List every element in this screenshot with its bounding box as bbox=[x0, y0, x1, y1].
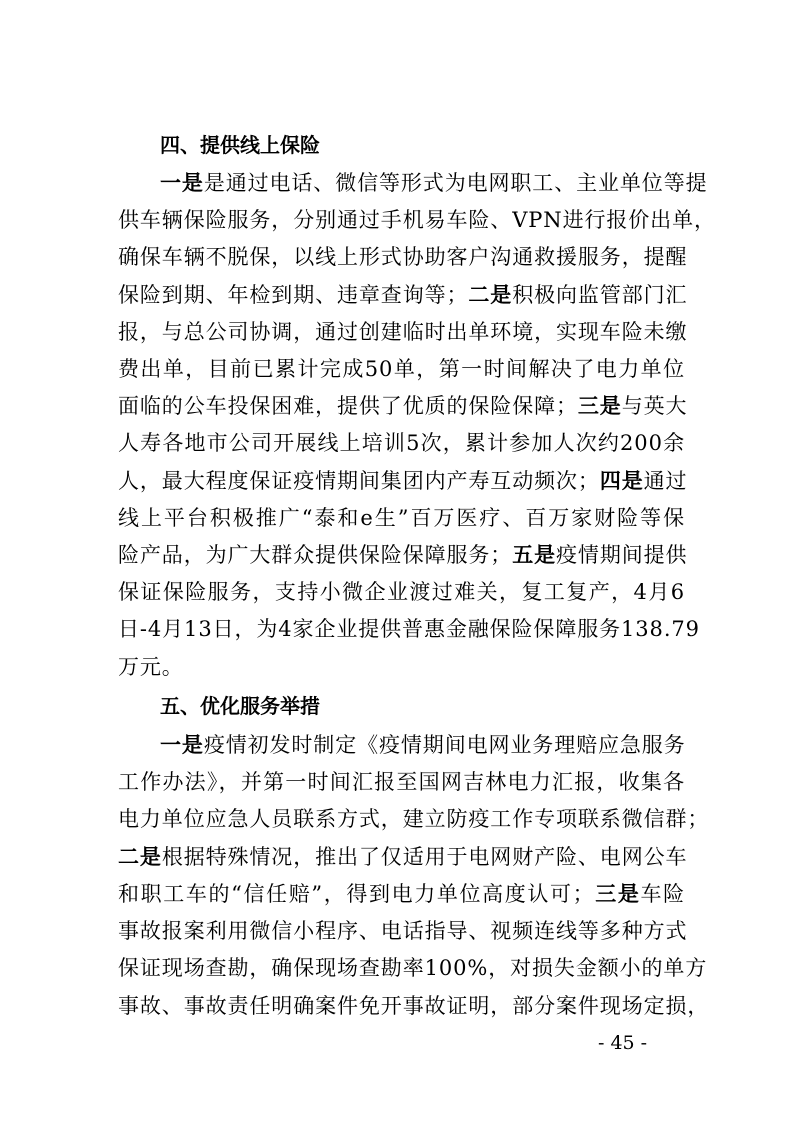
line-text: 保险到期、年检到期、违章查询等； bbox=[118, 283, 469, 307]
line-text: 车险 bbox=[640, 882, 685, 906]
paragraph-line: 线上平台积极推广“泰和e生”百万医疗、百万家财险等保 bbox=[118, 506, 685, 530]
paragraph-line bbox=[118, 879, 685, 909]
keyword-fifth: 五是 bbox=[512, 543, 557, 567]
paragraph-line bbox=[118, 280, 688, 310]
keyword-second: 二是 bbox=[468, 283, 513, 307]
paragraph-line: 确保车辆不脱保，以线上形式协助客户沟通救援服务，提醒 bbox=[118, 245, 688, 269]
keyword-second: 二是 bbox=[118, 845, 162, 869]
paragraph-line: 报，与总公司协调，通过创建临时出单环境，实现车险未缴 bbox=[118, 320, 688, 344]
paragraph-line bbox=[160, 168, 708, 198]
line-text: 根据特殊情况，推出了仅适用于电网财产险、电网公车 bbox=[161, 845, 688, 869]
keyword-first: 一是 bbox=[160, 733, 204, 757]
paragraph-line: 日-4月13日，为4家企业提供普惠金融保险保障服务138.79 bbox=[118, 617, 700, 641]
paragraph-line: 费出单，目前已累计完成50单，第一时间解决了电力单位 bbox=[118, 357, 685, 381]
line-text: 疫情期间提供 bbox=[556, 543, 688, 567]
paragraph-line bbox=[118, 540, 688, 570]
line-text: 和职工车的“信任赔”，得到电力单位高度认可； bbox=[118, 882, 595, 906]
paragraph-line: 供车辆保险服务，分别通过手机易车险、VPN进行报价出单， bbox=[118, 208, 716, 232]
paragraph-line: 保证现场查勘，确保现场查勘率100%，对损失金额小的单方 bbox=[118, 956, 708, 980]
paragraph-line bbox=[118, 391, 688, 421]
keyword-third: 三是 bbox=[594, 882, 641, 906]
paragraph-line: 电力单位应急人员联系方式，建立防疫工作专项联系微信群； bbox=[118, 807, 710, 831]
keyword-third: 三是 bbox=[577, 394, 622, 418]
paragraph-line: 事故、事故责任明确案件免开事故证明，部分案件现场定损， bbox=[118, 994, 710, 1018]
paragraph-line: 工作办法》，并第一时间汇报至国网吉林电力汇报，收集各 bbox=[118, 770, 685, 794]
line-text: 面临的公车投保困难，提供了优质的保险保障； bbox=[118, 394, 578, 418]
line-text: 通过 bbox=[643, 469, 688, 493]
paragraph-line bbox=[160, 730, 685, 760]
page-number: - 45 - bbox=[598, 1032, 648, 1054]
line-text: 人，最大程度保证疫情期间集团内产寿互动频次； bbox=[118, 469, 600, 493]
line-text: 险产品，为广大群众提供保险保障服务； bbox=[118, 543, 513, 567]
section-heading-5: 五、优化服务举措 bbox=[160, 694, 320, 718]
paragraph-line: 万元。 bbox=[118, 655, 184, 679]
section-heading-4: 四、提供线上保险 bbox=[160, 133, 320, 157]
keyword-fourth: 四是 bbox=[599, 469, 644, 493]
paragraph-line: 保证保险服务，支持小微企业渡过难关，复工复产，4月6 bbox=[118, 580, 685, 604]
line-text: 与英大 bbox=[621, 394, 688, 418]
paragraph-line: 事故报案利用微信小程序、电话指导、视频连线等多种方式 bbox=[118, 919, 688, 943]
line-text: 疫情初发时制定《疫情期间电网业务理赔应急服务 bbox=[203, 733, 686, 757]
keyword-first: 一是 bbox=[160, 171, 204, 195]
paragraph-line bbox=[118, 466, 688, 496]
line-text: 是通过电话、微信等形式为电网职工、主业单位等提 bbox=[203, 171, 708, 195]
paragraph-line: 人寿各地市公司开展线上培训5次，累计参加人次约200余 bbox=[118, 431, 685, 455]
line-text: 积极向监管部门汇 bbox=[512, 283, 688, 307]
paragraph-line bbox=[118, 842, 688, 872]
